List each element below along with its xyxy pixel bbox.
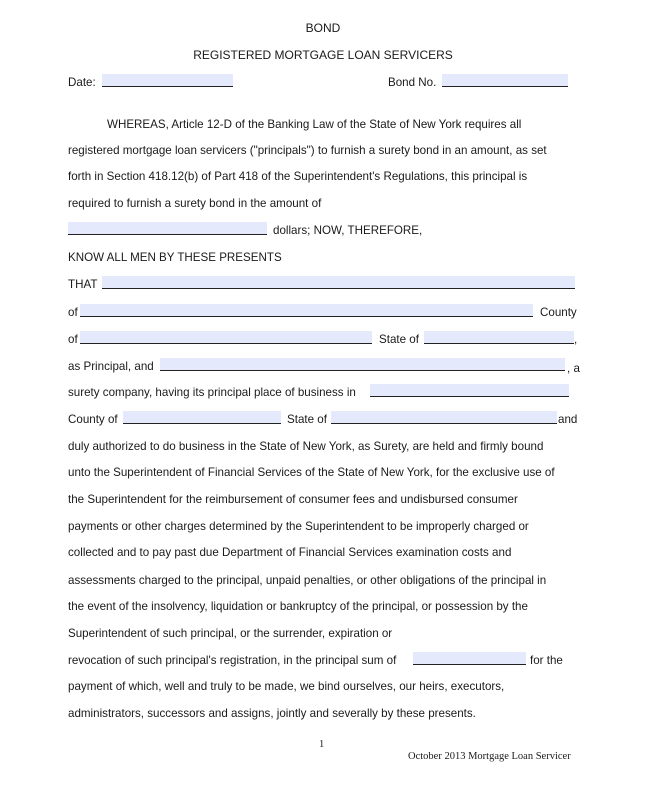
principal-sum-field[interactable] [413, 652, 526, 665]
as-principal-label: as Principal, and [68, 360, 154, 373]
that-field[interactable] [102, 276, 575, 289]
date-label: Date: [68, 76, 96, 89]
for-the-label: for the [530, 654, 563, 667]
bond-no-label: Bond No. [388, 76, 437, 89]
para2-line-2: unto the Superintendent of Financial Services of the State of New York, for the exclusive use of [68, 466, 555, 479]
document-title: BOND [305, 21, 341, 35]
bond-no-field[interactable] [442, 74, 568, 87]
comma: , [574, 333, 578, 346]
document-subtitle: REGISTERED MORTGAGE LOAN SERVICERS [193, 48, 453, 62]
that-label: THAT [68, 278, 98, 291]
para2-line-3: the Superintendent for the reimbursement of consumer fees and undisbursed consumer [68, 493, 518, 506]
state-field[interactable] [424, 331, 574, 344]
para2-line-7: the event of the insolvency, liquidation or bankruptcy of the principal, or possession by the [68, 600, 528, 613]
page-number: 1 [319, 739, 325, 750]
para1-line-1: WHEREAS, Article 12-D of the Banking Law of the State of New York requires all [107, 118, 522, 131]
and-label: and [558, 413, 578, 426]
place-of-business-field[interactable] [370, 384, 569, 397]
para3-line-1: payment of which, well and truly to be made, we bind ourselves, our heirs, executors, [68, 680, 505, 693]
para1-line-2: registered mortgage loan servicers ("principals") to furnish a surety bond in an amount, as set [68, 144, 547, 157]
of-label-1: of [68, 306, 78, 319]
surety-company-text: surety company, having its principal place of business in [68, 386, 356, 399]
a-label: , a [567, 362, 580, 375]
county-of-label: County of [68, 413, 118, 426]
para2-line-5: collected and to pay past due Department of Financial Services examination costs and [68, 546, 512, 559]
surety-field[interactable] [160, 358, 565, 371]
para1-line-4: required to furnish a surety bond in the amount of [68, 197, 322, 210]
state-of-label-2: State of [287, 413, 327, 426]
para2-line-8: Superintendent of such principal, or the surrender, expiration or [68, 627, 393, 640]
date-field[interactable] [102, 74, 233, 87]
dollars-text: dollars; NOW, THEREFORE, [273, 224, 423, 237]
para2-line-6: assessments charged to the principal, unpaid penalties, or other obligations of the principal in [68, 574, 547, 587]
know-all-men-heading: KNOW ALL MEN BY THESE PRESENTS [68, 251, 282, 264]
state2-field[interactable] [331, 411, 557, 424]
para3-line-2: administrators, successors and assigns, jointly and severally by these presents. [68, 707, 476, 720]
of-label-2: of [68, 333, 78, 346]
state-of-label: State of [379, 333, 419, 346]
of-county-field[interactable] [80, 304, 533, 317]
of-city-field[interactable] [80, 331, 372, 344]
county-field[interactable] [123, 411, 281, 424]
para1-line-3: forth in Section 418.12(b) of Part 418 of the Superintendent's Regulations, this principal is [68, 170, 528, 183]
amount-field[interactable] [68, 222, 267, 235]
revocation-text: revocation of such principal's registration, in the principal sum of [68, 654, 397, 667]
footer-text: October 2013 Mortgage Loan Servicer [408, 751, 571, 762]
para2-line-4: payments or other charges determined by the Superintendent to be improperly charged or [68, 520, 529, 533]
para2-line-1: duly authorized to do business in the State of New York, as Surety, are held and firmly bound [68, 440, 544, 453]
county-label: County [540, 306, 577, 319]
